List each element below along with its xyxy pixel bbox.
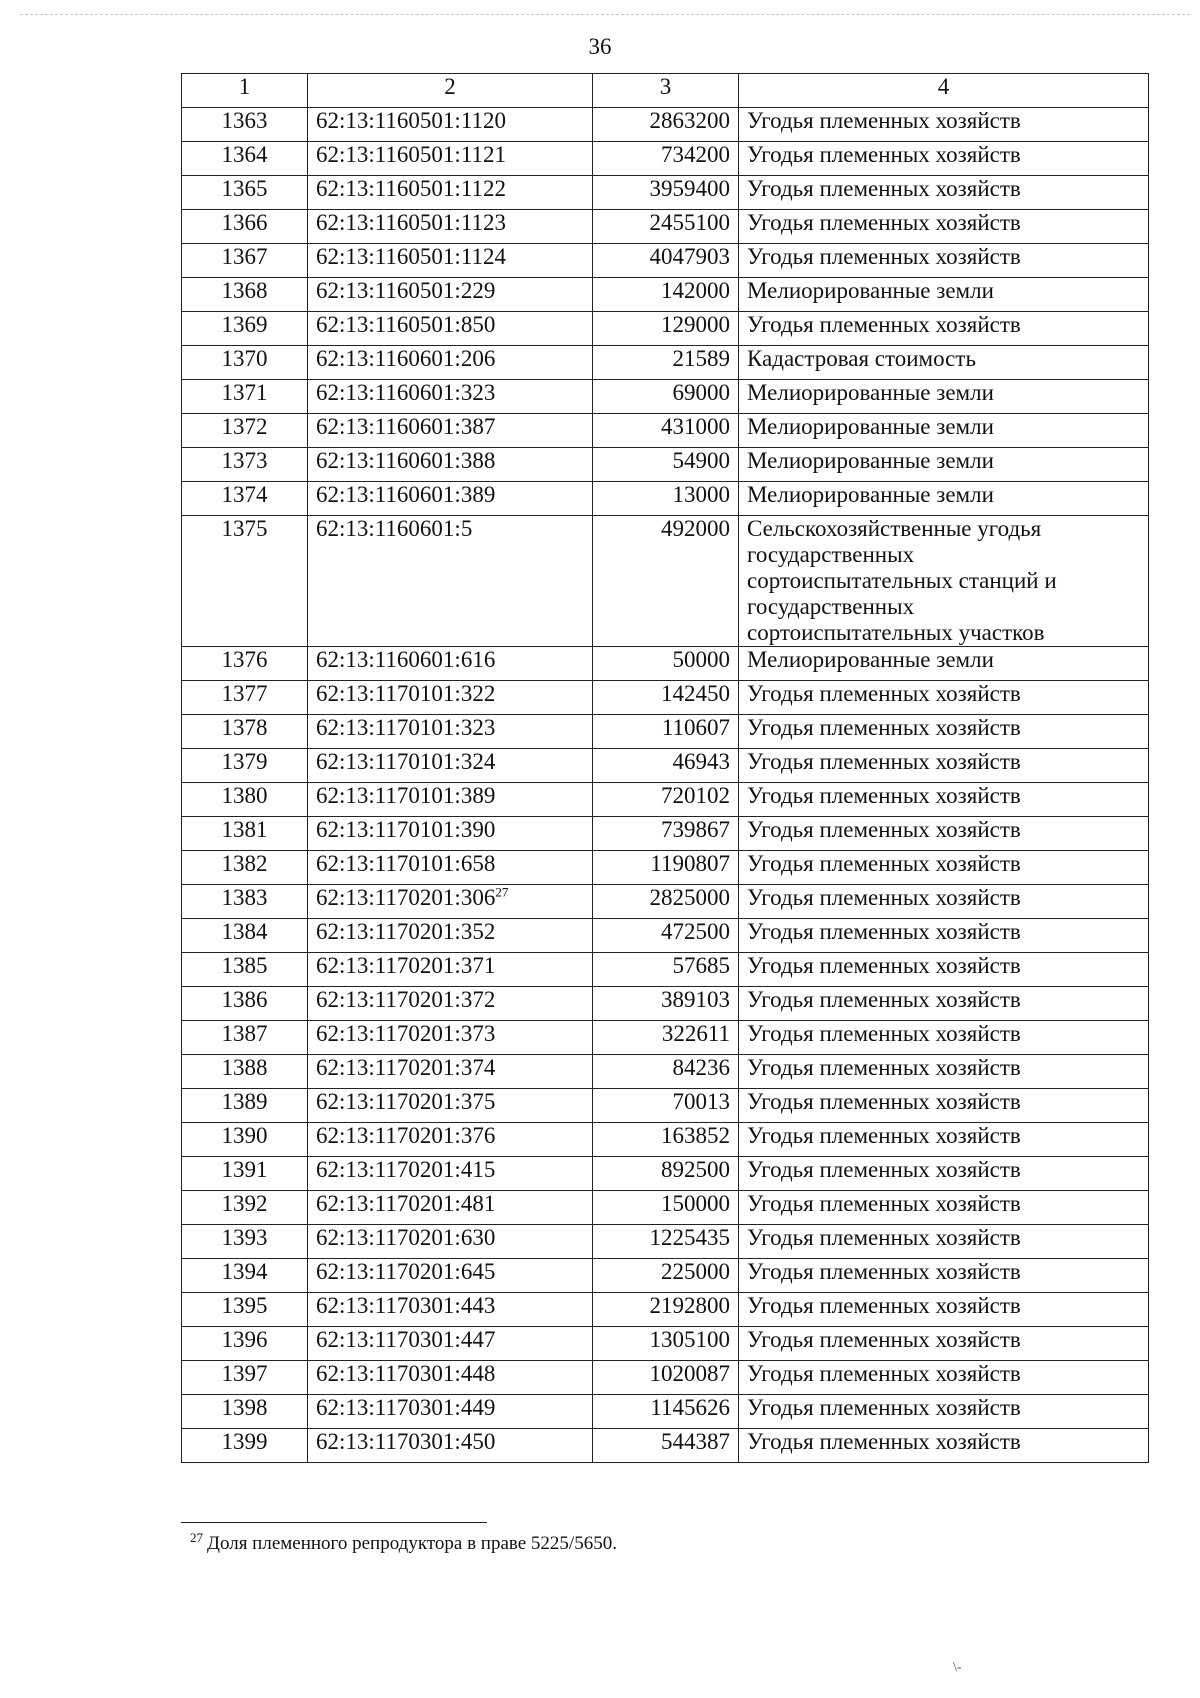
cadastral-number-cell <box>308 1157 593 1191</box>
area-cell: 142000 <box>593 278 739 312</box>
land-category-cell: Угодья племенных хозяйств <box>739 919 1149 953</box>
area-cell: 3959400 <box>593 176 739 210</box>
land-category-cell: Угодья племенных хозяйств <box>739 1157 1149 1191</box>
table-row <box>182 346 1149 380</box>
land-category-cell: Угодья племенных хозяйств <box>739 312 1149 346</box>
row-number-cell: 1397 <box>182 1361 308 1395</box>
land-category-cell: Угодья племенных хозяйств <box>739 1123 1149 1157</box>
table-row <box>182 1089 1149 1123</box>
cadastral-number-cell <box>308 1361 593 1395</box>
table-row <box>182 1021 1149 1055</box>
row-number-cell: 1389 <box>182 1089 308 1123</box>
land-category-cell: Угодья племенных хозяйств <box>739 142 1149 176</box>
cadastral-number: 62:13:1170101:323 <box>316 715 496 740</box>
table-row <box>182 312 1149 346</box>
column-header-1: 1 <box>182 74 308 108</box>
cadastral-number: 62:13:1170201:630 <box>316 1225 496 1250</box>
area-cell: 892500 <box>593 1157 739 1191</box>
page-number: 36 <box>588 34 612 59</box>
row-number-cell: 1375 <box>182 516 308 647</box>
area-cell: 1305100 <box>593 1327 739 1361</box>
row-number-cell: 1383 <box>182 885 308 919</box>
land-category-cell: Угодья племенных хозяйств <box>739 176 1149 210</box>
land-category-cell: Мелиорированные земли <box>739 448 1149 482</box>
land-category-cell: Угодья племенных хозяйств <box>739 1327 1149 1361</box>
area-cell: 84236 <box>593 1055 739 1089</box>
cadastral-number-cell <box>308 1191 593 1225</box>
table-row <box>182 108 1149 142</box>
area-cell: 472500 <box>593 919 739 953</box>
area-cell: 492000 <box>593 516 739 647</box>
cadastral-number-cell <box>308 817 593 851</box>
row-number-cell: 1380 <box>182 783 308 817</box>
cadastral-number-cell <box>308 1429 593 1463</box>
row-number-cell: 1398 <box>182 1395 308 1429</box>
table-row <box>182 885 1149 919</box>
cadastral-number-cell <box>308 176 593 210</box>
row-number-cell: 1365 <box>182 176 308 210</box>
cadastral-number-cell <box>308 414 593 448</box>
cadastral-number: 62:13:1170301:443 <box>316 1293 496 1318</box>
row-number-cell: 1390 <box>182 1123 308 1157</box>
table-row <box>182 1055 1149 1089</box>
cadastral-number-cell <box>308 681 593 715</box>
land-category-cell: Угодья племенных хозяйств <box>739 1191 1149 1225</box>
cadastral-number-cell <box>308 516 593 647</box>
cadastral-number-cell <box>308 448 593 482</box>
area-cell: 70013 <box>593 1089 739 1123</box>
footnote <box>190 1529 617 1555</box>
row-number-cell: 1386 <box>182 987 308 1021</box>
cadastral-number: 62:13:1170201:371 <box>316 953 496 978</box>
land-category-cell: Угодья племенных хозяйств <box>739 1259 1149 1293</box>
table-header-row <box>182 74 1149 108</box>
table-row <box>182 1225 1149 1259</box>
land-category-cell: Угодья племенных хозяйств <box>739 1361 1149 1395</box>
table-row <box>182 414 1149 448</box>
table-row <box>182 1157 1149 1191</box>
area-cell: 1190807 <box>593 851 739 885</box>
row-number-cell: 1391 <box>182 1157 308 1191</box>
area-cell: 2825000 <box>593 885 739 919</box>
row-number-cell: 1376 <box>182 647 308 681</box>
area-cell: 2863200 <box>593 108 739 142</box>
table-row <box>182 1293 1149 1327</box>
land-category-cell: Угодья племенных хозяйств <box>739 885 1149 919</box>
table-row <box>182 715 1149 749</box>
table-row <box>182 1191 1149 1225</box>
land-category-cell: Мелиорированные земли <box>739 647 1149 681</box>
cadastral-number: 62:13:1170201:352 <box>316 919 496 944</box>
cadastral-number: 62:13:1170201:373 <box>316 1021 496 1046</box>
footnote-mark: 27 <box>190 1529 203 1545</box>
table-row <box>182 1123 1149 1157</box>
area-cell: 1020087 <box>593 1361 739 1395</box>
area-cell: 69000 <box>593 380 739 414</box>
table-row <box>182 953 1149 987</box>
row-number-cell: 1396 <box>182 1327 308 1361</box>
area-cell: 142450 <box>593 681 739 715</box>
row-number-cell: 1367 <box>182 244 308 278</box>
row-number-cell: 1366 <box>182 210 308 244</box>
cadastral-number: 62:13:1160601:389 <box>316 482 496 507</box>
row-number-cell: 1370 <box>182 346 308 380</box>
area-cell: 734200 <box>593 142 739 176</box>
cadastral-number-cell <box>308 346 593 380</box>
cadastral-number-cell <box>308 380 593 414</box>
table-row <box>182 142 1149 176</box>
cadastral-number: 62:13:1160501:229 <box>316 278 496 303</box>
area-cell: 110607 <box>593 715 739 749</box>
cadastral-number: 62:13:1160601:387 <box>316 414 496 439</box>
cadastral-number: 62:13:1170201:481 <box>316 1191 496 1216</box>
footnote-text: Доля племенного репродуктора в праве 5225/5650. <box>207 1533 617 1554</box>
cadastral-number-cell <box>308 482 593 516</box>
land-category-cell: Угодья племенных хозяйств <box>739 1395 1149 1429</box>
cadastral-number-cell <box>308 1123 593 1157</box>
column-header-3: 3 <box>593 74 739 108</box>
land-category-cell: Сельскохозяйственные угодья государственных сортоиспытательных станций и государственных сортоиспытательных участков <box>739 516 1149 647</box>
land-category-cell: Мелиорированные земли <box>739 380 1149 414</box>
land-category-cell: Угодья племенных хозяйств <box>739 108 1149 142</box>
table-row <box>182 749 1149 783</box>
cadastral-number: 62:13:1160501:1122 <box>316 176 506 201</box>
cadastral-number: 62:13:1160601:206 <box>316 346 496 371</box>
table-row <box>182 783 1149 817</box>
cadastral-number: 62:13:1170201:306 <box>316 885 496 910</box>
table-row <box>182 176 1149 210</box>
cadastral-number-cell <box>308 1055 593 1089</box>
cadastral-number: 62:13:1160501:1123 <box>316 210 506 235</box>
cadastral-number-cell <box>308 244 593 278</box>
row-number-cell: 1392 <box>182 1191 308 1225</box>
table-row <box>182 1259 1149 1293</box>
row-number-cell: 1381 <box>182 817 308 851</box>
row-number-cell: 1364 <box>182 142 308 176</box>
table-row <box>182 448 1149 482</box>
cadastral-number-cell <box>308 1259 593 1293</box>
cadastral-number-cell <box>308 1225 593 1259</box>
land-category-cell: Угодья племенных хозяйств <box>739 783 1149 817</box>
cadastral-number: 62:13:1170201:375 <box>316 1089 496 1114</box>
cadastral-number-cell <box>308 1089 593 1123</box>
table-row <box>182 919 1149 953</box>
cadastral-number: 62:13:1170301:448 <box>316 1361 496 1386</box>
row-number-cell: 1394 <box>182 1259 308 1293</box>
table-row <box>182 482 1149 516</box>
cadastral-number: 62:13:1160501:1121 <box>316 142 506 167</box>
cadastral-number: 62:13:1170201:415 <box>316 1157 496 1182</box>
area-cell: 21589 <box>593 346 739 380</box>
row-number-cell: 1363 <box>182 108 308 142</box>
area-cell: 225000 <box>593 1259 739 1293</box>
row-number-cell: 1373 <box>182 448 308 482</box>
footnote-divider <box>181 1522 487 1523</box>
row-number-cell: 1384 <box>182 919 308 953</box>
cadastral-number: 62:13:1160501:1124 <box>316 244 506 269</box>
row-number-cell: 1385 <box>182 953 308 987</box>
land-category-cell: Угодья племенных хозяйств <box>739 1055 1149 1089</box>
table-row <box>182 1327 1149 1361</box>
table-row <box>182 210 1149 244</box>
cadastral-number-cell <box>308 312 593 346</box>
row-number-cell: 1368 <box>182 278 308 312</box>
cadastral-number: 62:13:1160601:388 <box>316 448 496 473</box>
column-header-2: 2 <box>308 74 593 108</box>
row-number-cell: 1378 <box>182 715 308 749</box>
land-category-cell: Кадастровая стоимость <box>739 346 1149 380</box>
land-category-cell: Мелиорированные земли <box>739 414 1149 448</box>
row-number-cell: 1377 <box>182 681 308 715</box>
table-row <box>182 987 1149 1021</box>
land-category-cell: Угодья племенных хозяйств <box>739 953 1149 987</box>
table-row <box>182 851 1149 885</box>
column-header-4: 4 <box>739 74 1149 108</box>
cadastral-number: 62:13:1160601:616 <box>316 647 496 672</box>
area-cell: 54900 <box>593 448 739 482</box>
table-row <box>182 516 1149 647</box>
table-row <box>182 278 1149 312</box>
land-category-cell: Угодья племенных хозяйств <box>739 749 1149 783</box>
cadastral-number: 62:13:1170201:645 <box>316 1259 496 1284</box>
cadastral-number: 62:13:1170201:372 <box>316 987 496 1012</box>
cadastral-number-cell <box>308 749 593 783</box>
cadastral-number: 62:13:1170101:389 <box>316 783 496 808</box>
cadastral-number: 62:13:1160601:5 <box>316 516 473 541</box>
table-row <box>182 1395 1149 1429</box>
row-number-cell: 1395 <box>182 1293 308 1327</box>
row-number-cell: 1371 <box>182 380 308 414</box>
land-category-cell: Угодья племенных хозяйств <box>739 987 1149 1021</box>
cadastral-number: 62:13:1170301:449 <box>316 1395 496 1420</box>
cadastral-number-cell <box>308 1395 593 1429</box>
area-cell: 720102 <box>593 783 739 817</box>
cadastral-number-cell <box>308 1293 593 1327</box>
row-number-cell: 1382 <box>182 851 308 885</box>
land-category-cell: Угодья племенных хозяйств <box>739 1021 1149 1055</box>
cadastral-number: 62:13:1170101:390 <box>316 817 496 842</box>
cadastral-number-cell <box>308 987 593 1021</box>
footnote-reference: 27 <box>495 884 509 900</box>
cadastral-number-cell <box>308 953 593 987</box>
table-row <box>182 380 1149 414</box>
area-cell: 322611 <box>593 1021 739 1055</box>
cadastral-number-cell <box>308 885 593 919</box>
cadastral-number-cell <box>308 210 593 244</box>
cadastral-number: 62:13:1170201:376 <box>316 1123 496 1148</box>
cadastral-number: 62:13:1170101:324 <box>316 749 496 774</box>
cadastral-number-cell <box>308 278 593 312</box>
table-row <box>182 1361 1149 1395</box>
land-category-cell: Угодья племенных хозяйств <box>739 210 1149 244</box>
area-cell: 389103 <box>593 987 739 1021</box>
cadastral-number-cell <box>308 647 593 681</box>
area-cell: 4047903 <box>593 244 739 278</box>
area-cell: 2455100 <box>593 210 739 244</box>
table-row <box>182 647 1149 681</box>
cadastral-number-cell <box>308 783 593 817</box>
area-cell: 46943 <box>593 749 739 783</box>
area-cell: 57685 <box>593 953 739 987</box>
cadastral-number-cell <box>308 108 593 142</box>
land-category-cell: Угодья племенных хозяйств <box>739 851 1149 885</box>
area-cell: 13000 <box>593 482 739 516</box>
area-cell: 50000 <box>593 647 739 681</box>
area-cell: 431000 <box>593 414 739 448</box>
cadastral-number-cell <box>308 1021 593 1055</box>
land-registry-table <box>181 73 1149 1463</box>
row-number-cell: 1379 <box>182 749 308 783</box>
land-category-cell: Угодья племенных хозяйств <box>739 1429 1149 1463</box>
land-category-cell: Угодья племенных хозяйств <box>739 244 1149 278</box>
cadastral-number: 62:13:1160501:850 <box>316 312 496 337</box>
area-cell: 129000 <box>593 312 739 346</box>
row-number-cell: 1399 <box>182 1429 308 1463</box>
table-body <box>182 108 1149 1463</box>
cadastral-number-cell <box>308 1327 593 1361</box>
cadastral-number-cell <box>308 715 593 749</box>
row-number-cell: 1393 <box>182 1225 308 1259</box>
scan-mark: \- <box>953 1660 962 1675</box>
land-category-cell: Угодья племенных хозяйств <box>739 1293 1149 1327</box>
scan-edge-artifact <box>20 14 1190 20</box>
land-category-cell: Угодья племенных хозяйств <box>739 681 1149 715</box>
land-category-cell: Угодья племенных хозяйств <box>739 715 1149 749</box>
area-cell: 544387 <box>593 1429 739 1463</box>
cadastral-number: 62:13:1170101:658 <box>316 851 496 876</box>
table-row <box>182 681 1149 715</box>
cadastral-number: 62:13:1170301:450 <box>316 1429 496 1454</box>
row-number-cell: 1372 <box>182 414 308 448</box>
land-category-cell: Угодья племенных хозяйств <box>739 1225 1149 1259</box>
area-cell: 150000 <box>593 1191 739 1225</box>
row-number-cell: 1388 <box>182 1055 308 1089</box>
land-category-cell: Угодья племенных хозяйств <box>739 1089 1149 1123</box>
table-row <box>182 817 1149 851</box>
row-number-cell: 1387 <box>182 1021 308 1055</box>
area-cell: 163852 <box>593 1123 739 1157</box>
cadastral-number-cell <box>308 142 593 176</box>
area-cell: 1225435 <box>593 1225 739 1259</box>
land-category-cell: Мелиорированные земли <box>739 278 1149 312</box>
land-category-cell: Угодья племенных хозяйств <box>739 817 1149 851</box>
row-number-cell: 1369 <box>182 312 308 346</box>
cadastral-number: 62:13:1170101:322 <box>316 681 496 706</box>
cadastral-number: 62:13:1170301:447 <box>316 1327 496 1352</box>
cadastral-number: 62:13:1160601:323 <box>316 380 496 405</box>
area-cell: 2192800 <box>593 1293 739 1327</box>
table-row <box>182 1429 1149 1463</box>
cadastral-number-cell <box>308 851 593 885</box>
table-row <box>182 244 1149 278</box>
cadastral-number: 62:13:1170201:374 <box>316 1055 496 1080</box>
cadastral-number: 62:13:1160501:1120 <box>316 108 506 133</box>
area-cell: 739867 <box>593 817 739 851</box>
land-category-cell: Мелиорированные земли <box>739 482 1149 516</box>
row-number-cell: 1374 <box>182 482 308 516</box>
area-cell: 1145626 <box>593 1395 739 1429</box>
cadastral-number-cell <box>308 919 593 953</box>
